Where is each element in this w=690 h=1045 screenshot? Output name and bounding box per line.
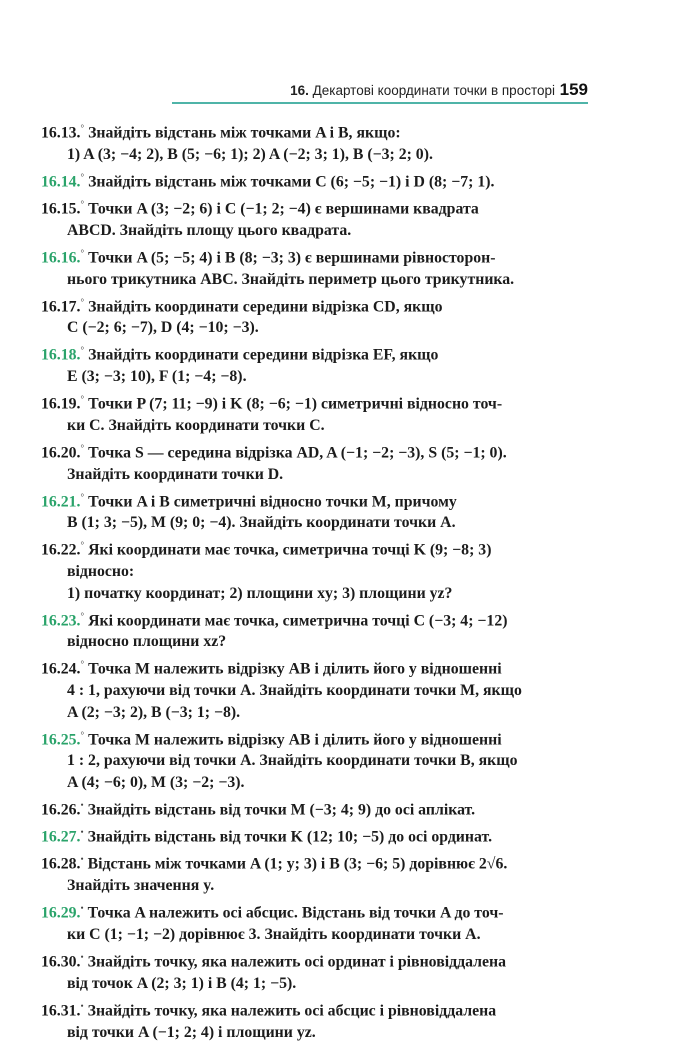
problem-text: Знайдіть відстань між точками A і B, якщо: bbox=[88, 124, 401, 142]
problem-text: відносно: bbox=[67, 563, 135, 581]
problem-item bbox=[41, 118, 587, 165]
difficulty-mark: • bbox=[80, 827, 84, 838]
problem-number: 16.15. bbox=[41, 200, 81, 218]
difficulty-mark: ° bbox=[80, 610, 85, 621]
problem-line bbox=[41, 292, 587, 318]
difficulty-mark: ° bbox=[80, 394, 85, 405]
problem-line bbox=[41, 487, 587, 513]
problem-line bbox=[41, 167, 587, 193]
problem-number: 16.30. bbox=[41, 953, 81, 971]
problem-text: A (4; −6; 0), M (3; −2; −3). bbox=[67, 773, 245, 791]
problem-line bbox=[41, 795, 587, 821]
problem-line bbox=[41, 561, 587, 583]
problem-line bbox=[41, 144, 587, 166]
problem-line bbox=[41, 898, 587, 924]
problem-line bbox=[41, 924, 587, 946]
problem-line bbox=[41, 366, 587, 388]
problem-text: E (3; −3; 10), F (1; −4; −8). bbox=[67, 368, 247, 386]
difficulty-mark: ° bbox=[80, 491, 85, 502]
problem-number: 16.28. bbox=[41, 855, 81, 873]
problem-text: нього трикутника ABC. Знайдіть периметр цього трикутника. bbox=[67, 270, 515, 288]
problem-item bbox=[41, 340, 587, 387]
problem-item bbox=[41, 725, 587, 794]
problem-item bbox=[41, 243, 587, 290]
problem-text: Які координати має точка, симетрична точці K (9; −8; 3) bbox=[88, 541, 492, 559]
problem-number: 16.18. bbox=[41, 346, 81, 364]
problem-text: Знайдіть відстань між точками C (6; −5; −1) і D (8; −7; 1). bbox=[88, 173, 495, 191]
problem-text: 1) початку координат; 2) площини xy; 3) площини yz? bbox=[67, 584, 453, 602]
problem-line bbox=[41, 772, 587, 794]
problem-line bbox=[41, 340, 587, 366]
problem-text: Точка M належить відрізку AB і ділить його у відношенні bbox=[88, 730, 502, 748]
difficulty-mark: ° bbox=[80, 345, 85, 356]
problem-line bbox=[41, 438, 587, 464]
problem-line bbox=[41, 1022, 587, 1044]
problem-line bbox=[41, 269, 587, 291]
problem-text: Які координати має точка, симетрична точці C (−3; 4; −12) bbox=[88, 611, 508, 629]
problem-number: 16.23. bbox=[41, 611, 81, 629]
problem-line bbox=[41, 654, 587, 680]
problem-list bbox=[41, 118, 587, 1045]
problem-text: відносно площини xz? bbox=[67, 633, 227, 651]
difficulty-mark: ° bbox=[80, 729, 85, 740]
problem-line bbox=[41, 680, 587, 702]
problem-text: A (2; −3; 2), B (−3; 1; −8). bbox=[67, 703, 241, 721]
problem-item bbox=[41, 535, 587, 604]
problem-number: 16.26. bbox=[41, 801, 81, 819]
problem-number: 16.21. bbox=[41, 492, 81, 510]
problem-line bbox=[41, 947, 587, 973]
difficulty-mark: ° bbox=[80, 540, 85, 551]
problem-line bbox=[41, 583, 587, 605]
problem-item bbox=[41, 849, 587, 896]
problem-line bbox=[41, 464, 587, 486]
problem-line bbox=[41, 389, 587, 415]
problem-number: 16.16. bbox=[41, 249, 81, 267]
problem-line bbox=[41, 220, 587, 242]
problem-line bbox=[41, 317, 587, 339]
difficulty-mark: ° bbox=[80, 442, 85, 453]
problem-item bbox=[41, 947, 587, 994]
difficulty-mark: ° bbox=[80, 171, 85, 182]
problem-line bbox=[41, 535, 587, 561]
problem-text: Точки A (5; −5; 4) і B (8; −3; 3) є вершинами рівносторон- bbox=[88, 249, 496, 267]
problem-text: Знайдіть відстань від точки M (−3; 4; 9) до осі аплікат. bbox=[87, 801, 476, 819]
difficulty-mark: • bbox=[80, 903, 84, 914]
problem-item bbox=[41, 795, 587, 821]
page-number: 159 bbox=[559, 80, 588, 99]
problem-number: 16.19. bbox=[41, 395, 81, 413]
problem-text: Точки P (7; 11; −9) і K (8; −6; −1) симетричні відносно точ- bbox=[88, 395, 503, 413]
difficulty-mark: ° bbox=[80, 199, 85, 210]
problem-item bbox=[41, 194, 587, 241]
problem-line bbox=[41, 849, 587, 875]
problem-text: від точки A (−1; 2; 4) і площини yz. bbox=[67, 1023, 316, 1041]
problem-line bbox=[41, 194, 587, 220]
problem-text: ки C. Знайдіть координати точки C. bbox=[67, 416, 325, 434]
page-header bbox=[0, 78, 690, 104]
problem-text: B (1; 3; −5), M (9; 0; −4). Знайдіть координати точки A. bbox=[67, 514, 456, 532]
problem-text: C (−2; 6; −7), D (4; −10; −3). bbox=[67, 319, 259, 337]
section-number: 16. bbox=[290, 83, 309, 98]
problem-number: 16.13. bbox=[41, 124, 81, 142]
problem-item bbox=[41, 487, 587, 534]
problem-text: Відстань між точками A (1; y; 3) і B (3; −6; 5) дорівнює 2√6. bbox=[87, 855, 508, 873]
problem-number: 16.31. bbox=[41, 1002, 81, 1020]
problem-text: Знайдіть значення y. bbox=[67, 877, 215, 895]
problem-text: Знайдіть координати середини відрізка EF, якщо bbox=[88, 346, 439, 364]
problem-line bbox=[41, 822, 587, 848]
problem-line bbox=[41, 750, 587, 772]
problem-number: 16.22. bbox=[41, 541, 81, 559]
problem-text: Точка M належить відрізку AB і ділить його у відношенні bbox=[88, 660, 502, 678]
problem-number: 16.20. bbox=[41, 444, 81, 462]
problem-line bbox=[41, 996, 587, 1022]
problem-number: 16.14. bbox=[41, 173, 81, 191]
problem-item bbox=[41, 996, 587, 1043]
problem-text: Точка A належить осі абсцис. Відстань від точки A до точ- bbox=[87, 904, 504, 922]
problem-text: Знайдіть координати середини відрізка CD, якщо bbox=[88, 297, 443, 315]
difficulty-mark: • bbox=[80, 952, 84, 963]
problem-item bbox=[41, 898, 587, 945]
problem-line bbox=[41, 973, 587, 995]
difficulty-mark: • bbox=[80, 854, 84, 865]
problem-text: Знайдіть точку, яка належить осі ординат і рівновіддалена bbox=[87, 953, 507, 971]
problem-item bbox=[41, 606, 587, 653]
difficulty-mark: ° bbox=[80, 247, 85, 258]
problem-text: Знайдіть координати точки D. bbox=[67, 465, 284, 483]
problem-item bbox=[41, 389, 587, 436]
problem-text: 1 : 2, рахуючи від точки A. Знайдіть координати точки B, якщо bbox=[67, 752, 518, 770]
problem-text: Знайдіть відстань від точки K (12; 10; −5) до осі ординат. bbox=[87, 828, 493, 846]
problem-text: від точок A (2; 3; 1) і B (4; 1; −5). bbox=[67, 974, 297, 992]
problem-text: ABCD. Знайдіть площу цього квадрата. bbox=[67, 221, 352, 239]
problem-line bbox=[41, 606, 587, 632]
problem-text: Точка S — середина відрізка AD, A (−1; −2; −3), S (5; −1; 0). bbox=[88, 444, 507, 462]
problem-number: 16.24. bbox=[41, 660, 81, 678]
problem-line bbox=[41, 875, 587, 897]
problem-number: 16.27. bbox=[41, 828, 81, 846]
problem-text: Знайдіть точку, яка належить осі абсцис і рівновіддалена bbox=[87, 1002, 497, 1020]
problem-line bbox=[41, 415, 587, 437]
difficulty-mark: ° bbox=[80, 659, 85, 670]
problem-item bbox=[41, 822, 587, 848]
difficulty-mark: ° bbox=[80, 123, 85, 133]
problem-item bbox=[41, 292, 587, 339]
problem-line bbox=[41, 725, 587, 751]
problem-line bbox=[41, 118, 587, 144]
problem-item bbox=[41, 438, 587, 485]
problem-text: Точки A (3; −2; 6) і C (−1; 2; −4) є вершинами квадрата bbox=[88, 200, 479, 218]
problem-line bbox=[41, 512, 587, 534]
problem-item bbox=[41, 654, 587, 723]
header-divider bbox=[172, 102, 588, 104]
problem-text: 1) A (3; −4; 2), B (5; −6; 1); 2) A (−2; 3; 1), B (−3; 2; 0). bbox=[67, 145, 433, 163]
section-title bbox=[290, 83, 555, 98]
section-title-text: Декартові координати точки в просторі bbox=[312, 83, 555, 98]
problem-text: Точки A і B симетричні відносно точки M, причому bbox=[88, 492, 457, 510]
problem-line bbox=[41, 631, 587, 653]
problem-line bbox=[41, 243, 587, 269]
problem-item bbox=[41, 167, 587, 193]
difficulty-mark: ° bbox=[80, 296, 85, 307]
problem-number: 16.25. bbox=[41, 730, 81, 748]
problem-number: 16.17. bbox=[41, 297, 81, 315]
problem-number: 16.29. bbox=[41, 904, 81, 922]
problem-text: 4 : 1, рахуючи від точки A. Знайдіть координати точки M, якщо bbox=[67, 682, 522, 700]
problem-line bbox=[41, 702, 587, 724]
difficulty-mark: • bbox=[80, 799, 84, 810]
problem-text: ки C (1; −1; −2) дорівнює 3. Знайдіть координати точки A. bbox=[67, 926, 481, 944]
difficulty-mark: • bbox=[80, 1000, 84, 1011]
